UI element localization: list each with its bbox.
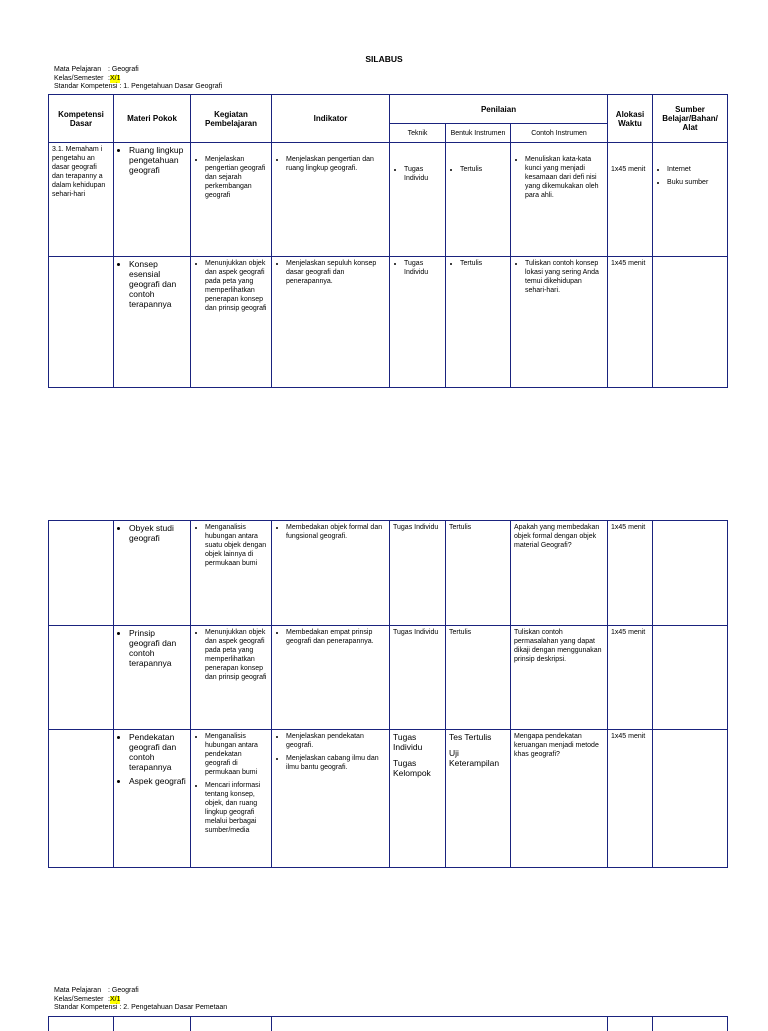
header-meta-2	[54, 987, 227, 1013]
meta-sk-key: Standar Kompetensi	[54, 83, 117, 92]
teknik-cell: Tugas Individu	[390, 626, 446, 730]
teknik-cell: Tugas Individu	[390, 521, 446, 626]
meta-mapel-key: Mata Pelajaran	[54, 66, 108, 75]
col-header-materi: Materi Pokok	[114, 95, 191, 143]
contoh-cell: Apakah yang membedakan objek formal dengan objek material Geografi?	[511, 521, 608, 626]
kd-cell	[49, 257, 114, 388]
kegiatan-item: • Menjelaskan pengertian geografi dan sejarah perkembangan geografi	[205, 155, 268, 200]
meta-kelas-key: Kelas/Semester	[54, 75, 108, 84]
meta-mapel-value: : Geografi	[108, 987, 139, 996]
bentuk-cell: Tertulis	[446, 626, 511, 730]
kegiatan-item: • Menganalisis hubungan antara suatu objek dengan objek lainnya di permukaan bumi	[205, 523, 268, 568]
teknik-item: • Tugas Individu	[404, 259, 442, 277]
header-meta-1	[54, 66, 222, 92]
indikator-item: • Menjelaskan pendekatan geografi.	[286, 732, 386, 750]
bentuk-item: Tes Tertulis	[449, 732, 507, 742]
bentuk-cell: Tertulis	[446, 521, 511, 626]
table-row	[49, 521, 728, 626]
teknik-item: Tugas Kelompok	[393, 758, 442, 778]
meta-sk-key: Standar Kompetensi	[54, 1004, 117, 1013]
alokasi-cell: 1x45 menit	[608, 257, 653, 388]
teknik-item: • Tugas Individu	[404, 165, 442, 183]
contoh-item: • Menuliskan kata-kata kunci yang menjadi kesamaan dari defi nisi yang dikemukakan oleh para ahli.	[525, 155, 604, 200]
meta-kelas-value: X/1	[110, 996, 121, 1005]
sumber-cell	[653, 257, 728, 388]
syllabus-table-1	[48, 94, 728, 388]
bentuk-item: • Tertulis	[460, 165, 507, 174]
col-header-indikator: Indikator	[272, 95, 390, 143]
col-header-kegiatan: Kegiatan Pembelajaran	[191, 95, 272, 143]
bentuk-item: • Tertulis	[460, 259, 507, 268]
indikator-item: • Menjelaskan sepuluh konsep dasar geografi dan penerapannya.	[286, 259, 386, 286]
kegiatan-item: • Menunjukkan objek dan aspek geografi pada peta yang memperlihatkan penerapan konsep dan prinsip geografi	[205, 628, 268, 682]
materi-item: • Ruang lingkup pengetahuan geografi	[129, 145, 187, 175]
sumber-cell	[653, 521, 728, 626]
bentuk-item: Uji Keterampilan	[449, 748, 507, 768]
meta-mapel-value: : Geografi	[108, 66, 139, 75]
contoh-cell: Mengapa pendekatan keruangan menjadi metode khas geografi?	[511, 730, 608, 868]
indikator-item: • Membedakan empat prinsip geografi dan penerapannya.	[286, 628, 386, 646]
sumber-cell	[653, 626, 728, 730]
table-row	[49, 143, 728, 257]
kegiatan-item: • Mencari informasi tentang konsep, objek, dan ruang lingkup geografi melalui berbagai sumber/media	[205, 781, 268, 835]
contoh-item: • Tuliskan contoh konsep lokasi yang sering Anda temui dikehidupan sehari-hari.	[525, 259, 604, 295]
kegiatan-item: • Menunjukkan objek dan aspek geografi pada peta yang memperlihatkan penerapan konsep dan prinsip geografi	[205, 259, 268, 313]
col-header-contoh: Contoh Instrumen	[511, 124, 608, 143]
materi-item: • Aspek geografi	[129, 776, 187, 786]
col-header-bentuk: Bentuk Instrumen	[446, 124, 511, 143]
kd-cell	[49, 521, 114, 626]
col-header-alokasi: Alokasi Waktu	[608, 95, 653, 143]
kd-cell: 3.1. Memaham i pengetahu an dasar geografi dan terapanny a dalam kehidupan sehari-hari	[49, 143, 114, 257]
table-row	[49, 730, 728, 868]
materi-item: • Pendekatan geografi dan contoh terapannya	[129, 732, 187, 772]
table-row	[49, 257, 728, 388]
col-header-teknik: Teknik	[390, 124, 446, 143]
materi-item: • Obyek studi geografi	[129, 523, 187, 543]
kd-cell	[49, 730, 114, 868]
sumber-item: • Buku sumber	[667, 178, 724, 187]
col-header-sumber: Sumber Belajar/Bahan/ Alat	[653, 95, 728, 143]
alokasi-cell: 1x45 menit	[608, 626, 653, 730]
materi-item: • Prinsip geografi dan contoh terapannya	[129, 628, 187, 668]
meta-mapel-key: Mata Pelajaran	[54, 987, 108, 996]
teknik-item: Tugas Individu	[393, 732, 442, 752]
contoh-cell: Tuliskan contoh permasalahan yang dapat dikaji dengan menggunakan prinsip deskripsi.	[511, 626, 608, 730]
col-header-penilaian: Penilaian	[390, 95, 608, 124]
kegiatan-item: • Menganalisis hubungan antara pendekatan geografi di permukaan bumi	[205, 732, 268, 777]
indikator-item: • Membedakan objek formal dan fungsional geografi.	[286, 523, 386, 541]
sumber-cell	[653, 730, 728, 868]
alokasi-cell: 1x45 menit	[608, 143, 653, 257]
indikator-item: • Menjelaskan pengertian dan ruang lingkup geografi.	[286, 155, 386, 173]
syllabus-table-2	[48, 520, 728, 868]
indikator-item: • Menjelaskan cabang ilmu dan ilmu bantu geografi.	[286, 754, 386, 772]
kd-cell	[49, 626, 114, 730]
meta-kelas-key: Kelas/Semester	[54, 996, 108, 1005]
materi-item: • Konsep esensial geografi dan contoh terapannya	[129, 259, 187, 309]
meta-sk-value: : 1. Pengetahuan Dasar Geografi	[119, 83, 222, 92]
col-header-kd: Kompetensi Dasar	[49, 95, 114, 143]
meta-kelas-value: X/1	[110, 75, 121, 84]
alokasi-cell: 1x45 menit	[608, 521, 653, 626]
page-title: SILABUS	[0, 54, 768, 64]
sumber-item: • Internet	[667, 165, 724, 174]
alokasi-cell: 1x45 menit	[608, 730, 653, 868]
table-row	[49, 626, 728, 730]
meta-sk-value: : 2. Pengetahuan Dasar Pemetaan	[119, 1004, 227, 1013]
